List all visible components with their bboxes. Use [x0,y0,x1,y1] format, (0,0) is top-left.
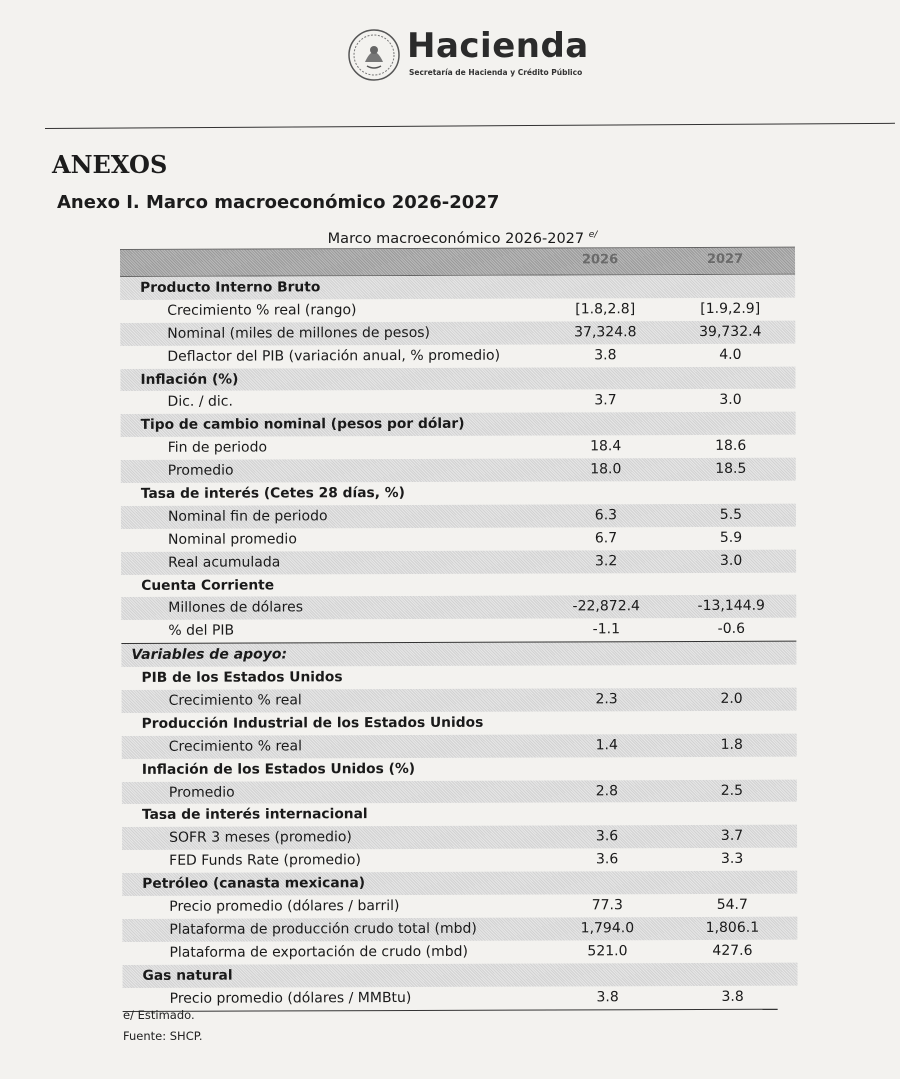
value-2027: [1.9,2.9] [700,300,761,317]
row-label: PIB de los Estados Unidos [141,669,343,687]
row-label: Precio promedio (dólares / barril) [169,898,400,915]
row-label: Cuenta Corriente [141,577,275,594]
table-row [120,343,795,368]
row-label: Producción Industrial de los Estados Unidos [141,714,484,732]
value-2027: 3.8 [721,988,744,1005]
row-label: Nominal fin de periodo [167,508,328,525]
row-label: Nominal (miles de millones de pesos) [167,324,431,342]
row-label: Variables de apoyo: [131,646,288,664]
table-row [122,894,797,919]
value-2026: -1.1 [592,621,621,638]
row-label: Tipo de cambio nominal (pesos por dólar) [140,416,465,434]
value-2027: 4.0 [719,346,742,363]
row-label: Crecimiento % real [168,738,302,755]
table-row [121,504,796,529]
table-section-row [122,871,797,896]
value-2027: 1,806.1 [705,919,760,936]
mexican-seal-icon [347,28,401,82]
row-label: Producto Interno Bruto [140,279,321,296]
table-row [120,298,795,323]
table-row [121,549,796,574]
table-section-row [122,962,797,987]
value-2027: 54.7 [716,896,748,913]
table-section-row [121,412,796,437]
table-section-row [121,641,796,667]
value-2026: 18.4 [590,438,622,455]
column-header-2027: 2027 [706,251,744,267]
table-row [122,688,797,713]
value-2027: 3.0 [719,552,743,569]
value-2027: 427.6 [712,942,753,959]
row-label: Dic. / dic. [167,394,233,411]
table-row [121,458,796,483]
row-label: Promedio [167,462,234,479]
value-2026: 3.7 [594,392,617,409]
table-header [120,247,795,277]
table-row [122,939,797,964]
value-2026: 3.6 [595,851,619,868]
value-2026: 521.0 [587,943,628,960]
table-row [122,848,797,873]
brand-name: Hacienda [407,26,589,66]
value-2027: -0.6 [717,621,746,638]
row-label: Fin de periodo [167,439,268,457]
value-2027: 5.9 [719,529,743,546]
value-2026: 1,794.0 [580,920,635,937]
table-section-row [121,481,796,506]
value-2027: -13,144.9 [697,598,765,615]
row-label: % del PIB [168,622,235,640]
value-2027: 3.7 [720,828,744,845]
table-title [0,230,900,247]
brand-subtitle: Secretaría de Hacienda y Crédito Público [409,68,583,77]
value-2026: 37,324.8 [574,323,637,341]
value-2026: 3.8 [594,346,617,364]
value-2026: 6.3 [594,507,618,524]
value-2027: 39,732.4 [699,323,762,340]
row-label: Inflación de los Estados Unidos (%) [141,760,416,778]
table-row [122,917,797,942]
row-label: Inflación (%) [140,371,239,388]
value-2026: 6.7 [594,530,618,547]
table-row [122,779,797,804]
table-section-row [122,711,797,736]
table-title-superscript: e/ [588,230,598,240]
value-2027: 3.3 [720,851,744,868]
value-2026: [1.8,2.8] [575,301,636,318]
row-label: Tasa de interés (Cetes 28 días, %) [140,485,405,502]
value-2027: 2.0 [720,690,743,707]
macro-table [120,247,798,1012]
table-section-row [122,802,797,827]
table-row [121,526,796,551]
value-2026: 3.6 [595,828,619,845]
table-row [122,733,797,758]
row-label: Nominal promedio [167,531,297,548]
value-2026: 2.3 [595,691,618,708]
header-divider [45,123,895,129]
row-label: Crecimiento % real [168,692,302,709]
row-label: Tasa de interés internacional [141,806,368,824]
table-row [120,389,795,414]
table-body [120,275,798,1011]
table-section-row [120,275,795,300]
table-section-row [121,665,796,690]
row-label: Plataforma de producción crudo total (mbd) [169,920,477,938]
table-row [122,825,797,850]
table-row [123,985,798,1010]
row-label: Gas natural [142,967,233,984]
row-label: SOFR 3 meses (promedio) [169,829,352,847]
value-2027: 18.6 [715,438,747,455]
row-label: Crecimiento % real (rango) [167,302,357,319]
section-title: ANEXOS [52,150,168,179]
value-2027: 3.0 [719,392,742,409]
footnote-estimado: e/ Estimado. [123,1008,195,1022]
annex-title: Anexo I. Marco macroeconómico 2026-2027 [57,192,500,213]
value-2027: 2.5 [720,782,744,799]
table-row [120,320,795,345]
footnote-fuente: Fuente: SHCP. [123,1029,203,1043]
column-header-2026: 2026 [581,252,619,268]
value-2026: 18.0 [590,461,622,478]
table-row [121,435,796,460]
row-label: Plataforma de exportación de crudo (mbd) [169,943,469,961]
value-2026: 77.3 [591,897,623,914]
value-2026: 3.8 [596,988,619,1005]
page-header [0,20,900,100]
value-2027: 5.5 [719,506,743,523]
table-section-row [121,572,796,597]
row-label: Real acumulada [168,554,281,571]
table-section-row [122,756,797,781]
value-2026: 3.2 [594,552,618,570]
table-row [121,595,796,620]
row-label: Precio promedio (dólares / MMBtu) [169,989,412,1007]
table-row [121,618,796,643]
value-2026: 1.4 [595,737,618,754]
value-2027: 18.5 [715,460,747,478]
row-label: Petróleo (canasta mexicana) [142,875,366,893]
value-2027: 1.8 [720,736,743,753]
table-section-row [120,366,795,391]
row-label: Deflactor del PIB (variación anual, % promedio) [167,347,501,365]
row-label: FED Funds Rate (promedio) [169,852,361,870]
row-label: Promedio [168,784,235,801]
table-title-text: Marco macroeconómico 2026-2027 [327,230,585,247]
value-2026: -22,872.4 [572,598,640,615]
row-label: Millones de dólares [168,599,304,617]
value-2026: 2.8 [595,782,619,799]
